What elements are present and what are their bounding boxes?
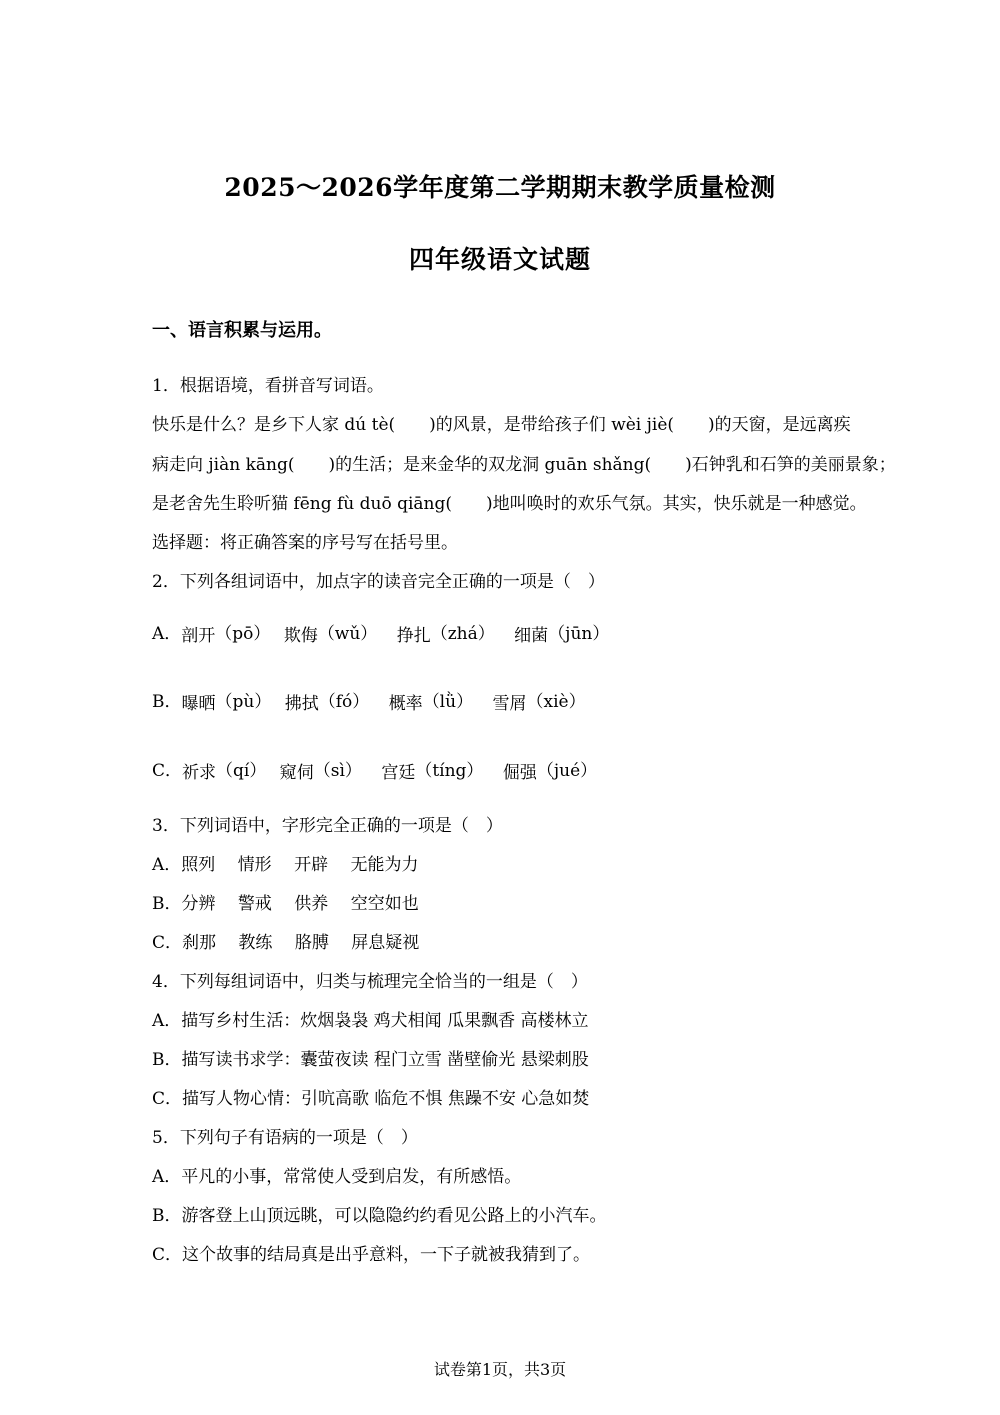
q3-stem: 3．下列词语中，字形完全正确的一项是（ ） xyxy=(152,816,503,836)
word: 细菌 xyxy=(514,626,549,646)
exam-title: 2025～2026学年度第二学期期末教学质量检测 xyxy=(224,173,776,202)
q2-option-b xyxy=(152,687,586,712)
page-footer: 试卷第1页，共3页 xyxy=(433,1360,567,1379)
q5-option-c: C．这个故事的结局真是出乎意料，一下子就被我猜到了。 xyxy=(152,1245,591,1265)
word: 倔强 xyxy=(502,763,537,783)
pinyin: （tíng） xyxy=(415,761,484,781)
pinyin: （jué） xyxy=(536,761,598,781)
q2-option-a xyxy=(152,619,609,644)
word: 欺侮 xyxy=(283,626,318,646)
q4-option-b: B．描写读书求学：囊萤夜读 程门立雪 凿壁偷光 悬梁刺股 xyxy=(152,1050,589,1070)
q4-option-a: A．描写乡村生活：炊烟袅袅 鸡犬相闻 瓜果飘香 高楼林立 xyxy=(152,1011,589,1031)
q4-option-c: C．描写人物心情：引吭高歌 临危不惧 焦躁不安 心急如焚 xyxy=(152,1089,590,1109)
pinyin: （zhá） xyxy=(430,624,495,644)
q1-stem: 1．根据语境，看拼音写词语。 xyxy=(152,376,384,396)
q2-stem: 2．下列各组词语中，加点字的读音完全正确的一项是（ ） xyxy=(152,572,605,592)
option-letter: B． xyxy=(152,692,182,712)
q3-option-a: A．照列 情形 开辟 无能为力 xyxy=(152,855,419,875)
word: 剖开 xyxy=(181,626,216,646)
section-heading: 一、语言积累与运用。 xyxy=(152,320,332,341)
word: 雪屑 xyxy=(492,694,527,714)
q1-line-1: 快乐是什么？是乡下人家 dú tè( )的风景，是带给孩子们 wèi jiè( )的天窗，是远离疾 xyxy=(152,415,851,435)
pinyin: （wǔ） xyxy=(317,624,378,644)
pinyin: （pù） xyxy=(215,692,272,712)
q3-option-b: B．分辨 警戒 供养 空空如也 xyxy=(152,894,419,914)
q5-option-b: B．游客登上山顶远眺，可以隐隐约约看见公路上的小汽车。 xyxy=(152,1206,607,1226)
pinyin: （jūn） xyxy=(548,624,610,644)
pinyin: （fó） xyxy=(318,692,370,712)
word: 曝晒 xyxy=(181,694,216,714)
word: 挣扎 xyxy=(396,626,431,646)
word: 祈求 xyxy=(182,763,217,783)
q3-option-c: C．刹那 教练 胳膊 屏息疑视 xyxy=(152,933,420,953)
pinyin: （sì） xyxy=(313,761,362,781)
q1-line-2: 病走向 jiàn kāng( )的生活；是来金华的双龙洞 guān shǎng( )石钟乳和石笋的美丽景象； xyxy=(152,455,896,475)
word: 拂拭 xyxy=(284,694,319,714)
word: 窥伺 xyxy=(279,763,314,783)
word: 宫廷 xyxy=(381,763,416,783)
pinyin: （xiè） xyxy=(526,692,586,712)
pinyin: （qí） xyxy=(216,761,267,781)
option-letter: C． xyxy=(152,761,183,781)
q4-stem: 4．下列每组词语中，归类与梳理完全恰当的一组是（ ） xyxy=(152,972,588,992)
q5-option-a: A．平凡的小事，常常使人受到启发，有所感悟。 xyxy=(152,1167,522,1187)
q5-stem: 5．下列句子有语病的一项是（ ） xyxy=(152,1128,418,1148)
q2-option-c xyxy=(152,756,597,781)
exam-subtitle: 四年级语文试题 xyxy=(408,245,591,274)
choice-intro: 选择题：将正确答案的序号写在括号里。 xyxy=(152,533,458,553)
q1-line-3: 是老舍先生聆听猫 fēng fù duō qiāng( )地叫唤时的欢乐气氛。其实，快乐就是一种感觉。 xyxy=(152,494,867,514)
option-letter: A． xyxy=(152,624,182,644)
word: 概率 xyxy=(388,694,423,714)
pinyin: （lǜ） xyxy=(422,692,474,712)
pinyin: （pō） xyxy=(215,624,271,644)
